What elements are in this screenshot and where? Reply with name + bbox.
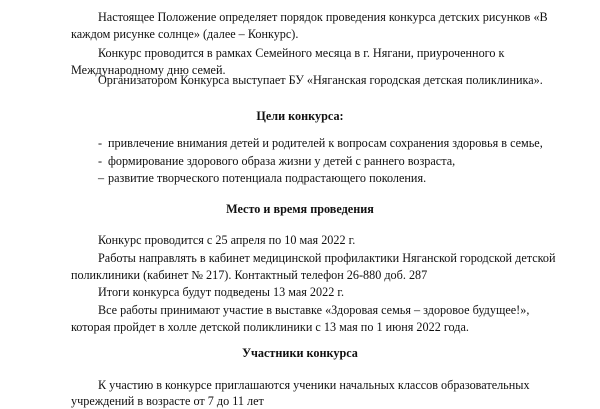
goals-heading: Цели конкурса:: [256, 109, 344, 123]
goals-item-text: привлечение внимания детей и родителей к вопросам сохранения здоровья в семье,: [108, 136, 543, 150]
dash-marker: -: [98, 154, 103, 168]
intro-p2-line1: Конкурс проводится в рамках Семейного месяца в г. Нягани, приуроченного к: [98, 46, 505, 60]
goals-item-text: формирование здорового образа жизни у детей с раннего возраста,: [108, 154, 456, 168]
participants-line1: К участию в конкурсе приглашаются ученики начальных классов образовательных: [98, 378, 530, 392]
place-time-send-line2: поликлиники (кабинет № 217). Контактный телефон 26-880 доб. 287: [71, 268, 428, 282]
intro-p1-line2: каждом рисунке солнце» (далее – Конкурс).: [71, 27, 299, 41]
dash-marker: -: [98, 136, 103, 150]
goals-item: [98, 170, 426, 186]
goals-item: [98, 153, 455, 169]
goals-item: [98, 135, 543, 151]
place-time-send-line1: Работы направлять в кабинет медицинской профилактики Няганской городской детской: [98, 251, 556, 265]
dash-marker: –: [98, 171, 105, 185]
intro-p2-line2: Международному дню семей.: [71, 63, 226, 77]
participants-heading: Участники конкурса: [242, 346, 358, 360]
place-time-dates: Конкурс проводится с 25 апреля по 10 мая 2022 г.: [98, 233, 356, 247]
participants-line2: учреждений в возрасте от 7 до 11 лет: [71, 394, 264, 408]
place-time-exhibit-line1: Все работы принимают участие в выставке «Здоровая семья – здоровое будущее!»,: [98, 303, 530, 317]
place-time-results: Итоги конкурса будут подведены 13 мая 2022 г.: [98, 285, 345, 299]
intro-p1-line1: Настоящее Положение определяет порядок проведения конкурса детских рисунков «В: [98, 10, 548, 24]
intro-p3: Организатором Конкурса выступает БУ «Няганская городская детская поликлиника».: [98, 73, 543, 87]
place-time-exhibit-line2: которая пройдет в холле детской поликлиники с 13 мая по 1 июня 2022 года.: [71, 320, 469, 334]
goals-item-text: развитие творческого потенциала подрастающего поколения.: [108, 171, 427, 185]
place-time-heading: Место и время проведения: [226, 202, 374, 216]
